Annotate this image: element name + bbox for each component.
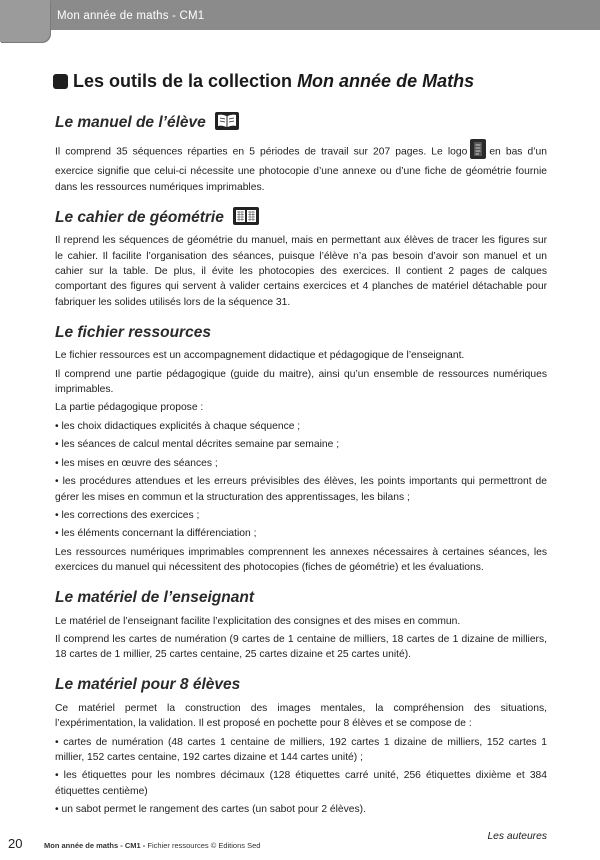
running-title: Mon année de maths - CM1 [57, 10, 205, 22]
footer-publisher: Fichier ressources © Editions Sed [147, 841, 261, 850]
section-heading-text: Le manuel de l’élève [55, 114, 206, 132]
page-number: 20 [8, 836, 23, 851]
manuel-text-after-logo: en bas d’un exercice signifie que celui-ci nécessite une photocopie d’une annexe ou d’une fiche de géométrie fournie dans les ressources numériques imprimables. [55, 146, 547, 193]
list-item: • les choix didactiques explicités à chaque séquence ; [55, 419, 547, 434]
footer-credit [44, 841, 260, 850]
section-paragraph: Il comprend les cartes de numération (9 cartes de 1 centaine de milliers, 18 cartes de 1 dizaine de milliers, 18 cartes de 1 millier, 25 cartes centaine, 25 cartes dizaine et 25 cartes unité). [55, 633, 547, 661]
section-heading-text: Le cahier de géométrie [55, 208, 224, 226]
list-item: • un sabot permet le rangement des cartes (un sabot pour 2 élèves). [55, 802, 547, 817]
notebook-icon [233, 207, 259, 228]
page-title-prefix: Les outils de la collection [73, 71, 293, 91]
section-paragraph: Il comprend une partie pédagogique (guide du maitre), ainsi qu’un ensemble de ressources numériques imprimables. [55, 368, 547, 396]
section-materiel-eleves [55, 674, 547, 818]
section-heading [55, 674, 547, 696]
open-book-icon [215, 112, 239, 133]
section-fichier [55, 321, 547, 575]
section-paragraph: Les ressources numériques imprimables comprennent les annexes nécessaires à certaines séances, les exercices du manuel qui nécessitent des photocopies (fiches de géométrie) et les évaluations. [55, 546, 547, 574]
title-bullet-square [53, 74, 68, 89]
footer-book-title: Mon année de maths - CM1 - [44, 841, 146, 850]
section-heading [55, 321, 547, 343]
section-heading-text: Le matériel pour 8 élèves [55, 676, 241, 694]
list-item: • les mises en œuvre des séances ; [55, 456, 547, 471]
manuel-text-before-logo: Il comprend 35 séquences réparties en 5 périodes de travail sur 207 pages. Le logo [55, 146, 468, 158]
section-paragraph: Ce matériel permet la construction des images mentales, la compréhension des situations, l’expérimentation, la validation. Il est proposé en pochette pour 8 élèves et se compose de : [55, 702, 547, 730]
list-item: • cartes de numération (48 cartes 1 centaine de milliers, 192 cartes 1 dizaine de milliers, 152 cartes 1 millier, 152 cartes centaine, 192 cartes dizaine et 144 cartes unité) ; [55, 735, 547, 766]
page-title [53, 71, 474, 92]
header-tab [0, 0, 50, 42]
photocopy-sheet-icon [470, 139, 486, 164]
page-content [55, 112, 547, 844]
section-heading-text: Le fichier ressources [55, 323, 211, 341]
section-heading [55, 206, 547, 228]
section-paragraph: Il reprend les séquences de géométrie du manuel, mais en permettant aux élèves de tracer les figures sur le cahier. Il facilite l’organisation des séances, puisque l’élève n’a pas besoin d’avoir son manuel et un cahier sur la table. De plus, il évite les photocopies des exercices. Il contient 2 pages de calques comportant des figures qui servent à valider certains exercices et 4 planches de matériel détachable pour fabriquer les solides utilisés lors de la séquence 31. [55, 235, 547, 308]
section-paragraph: La partie pédagogique propose : [55, 402, 204, 414]
page-footer [8, 836, 588, 851]
section-cahier [55, 206, 547, 310]
section-paragraph: Le matériel de l’enseignant facilite l’explicitation des consignes et des mises en commun. [55, 615, 461, 627]
list-item: • les étiquettes pour les nombres décimaux (128 étiquettes carré unité, 256 étiquettes dixième et 384 étiquettes centième) [55, 768, 547, 799]
section-heading [55, 112, 547, 134]
section-materiel-enseignant [55, 587, 547, 663]
section-heading-text: Le matériel de l’enseignant [55, 588, 254, 606]
section-paragraph: Le fichier ressources est un accompagnement didactique et pédagogique de l’enseignant. [55, 350, 465, 362]
list-item: • les séances de calcul mental décrites semaine par semaine ; [55, 437, 547, 452]
list-item: • les procédures attendues et les erreurs prévisibles des élèves, les points importants qui permettront de gérer les mises en commun et la structuration des apprentissages, les bilans ; [55, 474, 547, 505]
signature: Les auteures [487, 830, 547, 842]
list-item: • les corrections des exercices ; [55, 508, 547, 523]
section-manuel [55, 112, 547, 195]
section-heading [55, 587, 547, 609]
section-paragraph [55, 139, 547, 195]
list-item: • les éléments concernant la différenciation ; [55, 526, 547, 541]
page-title-italic: Mon année de Maths [297, 71, 475, 91]
